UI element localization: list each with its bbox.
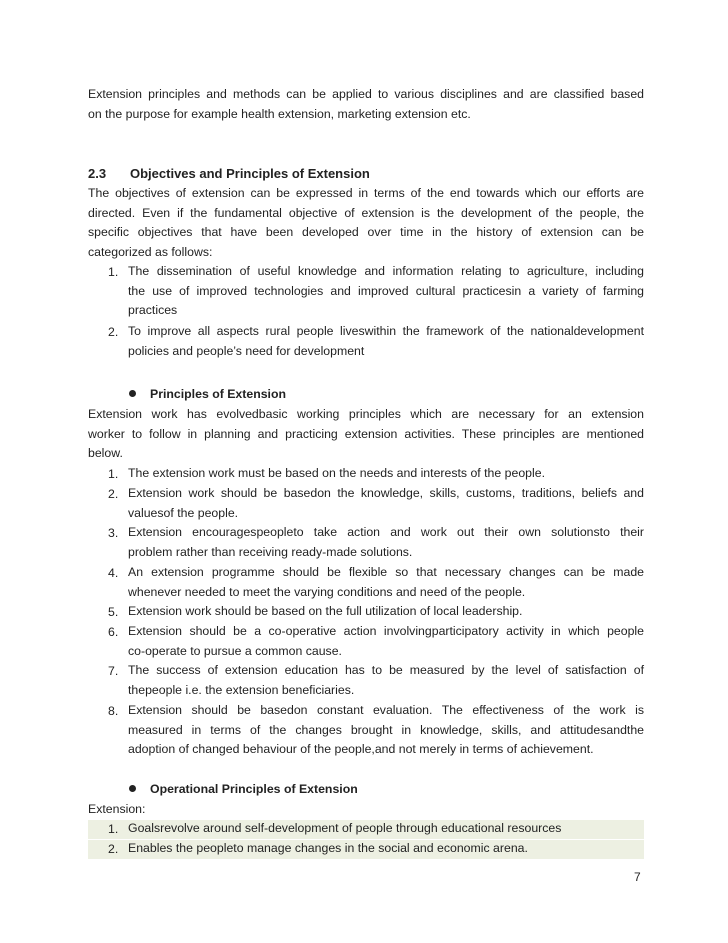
objectives-intro (88, 184, 644, 263)
list-item-line: The dissemination of useful knowledge and information relating to agriculture, including (128, 264, 644, 278)
intro-line: on the purpose for example health extension, marketing extension etc. (88, 106, 471, 121)
page-number: 7 (634, 870, 641, 884)
list-item-line: Extension work should be based on the full utilization of local leadership. (128, 604, 523, 618)
list-item-line: problem rather than receiving ready-made solutions. (128, 544, 413, 559)
list-item-line: measured in terms of the changes brought in knowledge, skills, and attitudesandthe (128, 722, 644, 737)
list-item-line: To improve all aspects rural people liveswithin the framework of the nationaldevelopment (128, 324, 644, 338)
principles-intro-line: Extension work has evolvedbasic working principles which are necessary for an extension (88, 407, 644, 421)
principles-heading (129, 387, 286, 401)
list-item-line: Extension should be basedon constant evaluation. The effectiveness of the work is (128, 703, 644, 717)
list-item-line: valuesof the people. (128, 505, 239, 520)
list-item-number: 2. (108, 842, 119, 856)
objectives-intro-line: specific objectives that have been developed over time in the history of extension can be (88, 225, 644, 240)
list-item-line: thepeople i.e. the extension beneficiaries. (128, 682, 355, 697)
operational-intro-text: Extension: (88, 802, 146, 816)
list-item-number: 8. (108, 704, 119, 718)
intro-paragraph (88, 85, 644, 124)
list-item-line: Goalsrevolve around self-development of people through educational resources (128, 821, 562, 835)
list-item-line: Extension encouragespeopleto take action and work out their own solutionsto their (128, 525, 644, 539)
list-item-text (128, 602, 644, 622)
list-item-text (128, 464, 644, 484)
list-item-text (128, 661, 644, 700)
list-item-line: policies and people’s need for development (128, 343, 365, 358)
list-item-line: adoption of changed behaviour of the people,and not merely in terms of achievement. (128, 742, 594, 757)
principles-intro-line: below. (88, 446, 123, 461)
operational-intro (88, 800, 644, 820)
objectives-intro-line: directed. Even if the fundamental objective of extension is the development of the people, the (88, 205, 644, 220)
operational-heading (129, 782, 358, 796)
list-item-text (128, 523, 644, 562)
list-item-number: 4. (108, 566, 119, 580)
list-item-number: 6. (108, 625, 119, 639)
principles-intro-line: worker to follow in planning and practicing extension activities. These principles are mentioned (88, 426, 644, 441)
bullet-icon (129, 390, 136, 397)
list-item-text (128, 484, 644, 523)
list-item-line: whenever needed to meet the varying conditions and need of the people. (128, 584, 526, 599)
operational-heading-text: Operational Principles of Extension (150, 782, 358, 796)
list-item-number: 1. (108, 265, 119, 279)
list-item-number: 5. (108, 605, 119, 619)
list-item-line: practices (128, 303, 178, 318)
list-item-text (128, 262, 644, 321)
list-item-number: 1. (108, 822, 119, 836)
list-item-number: 3. (108, 526, 119, 540)
list-item-number: 2. (108, 487, 119, 501)
list-item-line: Extension work should be basedon the knowledge, skills, customs, traditions, beliefs and (128, 486, 644, 500)
list-item-line: An extension programme should be flexible so that necessary changes can be made (128, 565, 644, 579)
list-item-text (128, 839, 644, 859)
list-item-line: The extension work must be based on the needs and interests of the people. (128, 466, 545, 480)
list-item-text (128, 322, 644, 361)
section-heading (88, 166, 370, 181)
section-number: 2.3 (88, 166, 107, 181)
list-item-line: Extension should be a co-operative action involvingparticipatory activity in which people (128, 624, 644, 638)
list-item-line: Enables the peopleto manage changes in the social and economic arena. (128, 841, 528, 855)
list-item-number: 2. (108, 325, 119, 339)
objectives-intro-line: categorized as follows: (88, 245, 213, 260)
list-item-text (128, 622, 644, 661)
list-item-text (128, 563, 644, 602)
list-item-line: the use of improved technologies and improved cultural practicesin a variety of farming (128, 283, 644, 298)
list-item-text (128, 701, 644, 760)
list-item-text (128, 819, 644, 839)
principles-intro (88, 405, 644, 464)
section-title: Objectives and Principles of Extension (130, 166, 370, 181)
principles-heading-text: Principles of Extension (150, 387, 286, 401)
list-item-number: 7. (108, 664, 119, 678)
objectives-intro-line: The objectives of extension can be expressed in terms of the end towards which our efforts are (88, 186, 644, 200)
intro-line: Extension principles and methods can be applied to various disciplines and are classified based (88, 87, 644, 101)
list-item-line: co-operate to pursue a common cause. (128, 643, 342, 658)
list-item-number: 1. (108, 467, 119, 481)
bullet-icon (129, 785, 136, 792)
list-item-line: The success of extension education has to be measured by the level of satisfaction of (128, 663, 644, 677)
